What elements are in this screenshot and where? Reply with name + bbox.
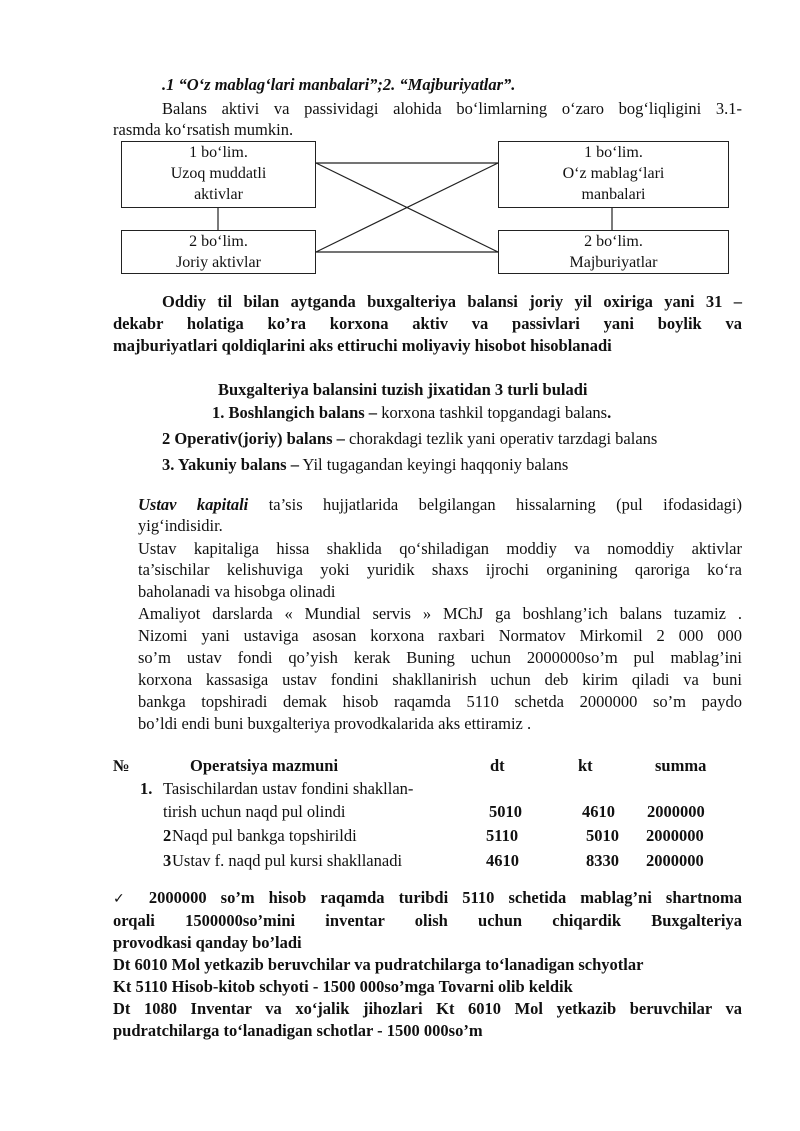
box-label: Uzoq muddatli [170, 165, 267, 182]
ustav-line-7: Nizomi yani ustaviga asosan korxona raxbari Normatov Mirkomil 2 000 000 [138, 626, 742, 645]
ustav-line-2: yig‘indisidir. [138, 516, 223, 535]
intro-text-line-1: Balans aktivi va passividagi alohida bo‘limlarning o‘zaro bog‘liqligini 3.1- [162, 99, 742, 118]
task-line-4: Dt 6010 Mol yetkazib beruvchilar va pudratchilarga to‘lanadigan schyotlar [113, 955, 644, 974]
box-label: aktivlar [194, 186, 243, 203]
task-line-3: provodkasi qanday bo’ladi [113, 933, 302, 952]
col-header-content: Operatsiya mazmuni [190, 756, 339, 775]
task-line-6: Dt 1080 Inventar va xo‘jalik jihozlari Kt 6010 Mol yetkazib beruvchilar va [113, 999, 742, 1018]
table-row-content: Naqd pul bankga topshirildi [172, 826, 357, 845]
col-header-no: № [113, 756, 130, 775]
ustav-line-5: baholanadi va hisobga olinadi [138, 582, 336, 601]
box-liabilities [498, 230, 729, 274]
task-text: 2000000 so’m hisob raqamda turibdi 5110 schetida mablag’ni shartnoma [134, 888, 742, 907]
ustav-line-4: ta’sischilar kelishuviga yoki yuridik shaxs ijrochi organining qaroriga ko‘ra [138, 560, 742, 579]
task-line-1 [113, 887, 742, 910]
checkmark-icon: ✓ [113, 891, 135, 907]
definition-line-1: Oddiy til bilan aytganda buxgalteriya balansi joriy yil oxiriga yani 31 – [162, 292, 742, 311]
table-row-sum: 2000000 [647, 802, 705, 821]
col-header-dt: dt [490, 756, 505, 775]
balance-type-text: Yil tugagandan keyingi haqqoniy balans [298, 455, 569, 474]
box-label: O‘z mablag‘lari [562, 165, 665, 182]
box-long-term-assets [121, 141, 316, 208]
table-row-dt: 5110 [486, 826, 519, 845]
col-header-kt: kt [578, 756, 593, 775]
balance-types-title: Buxgalteriya balansini tuzish jixatidan 3 turli buladi [218, 380, 588, 399]
table-row-no: 2 [163, 826, 172, 845]
balance-type-text: chorakdagi tezlik yani operativ tarzdagi balans [344, 429, 658, 448]
ustav-line-11: bo’ldi endi buni buxgalteriya provodkalarida aks ettiramiz . [138, 714, 532, 733]
balance-type-text: korxona tashkil topgandagi balans [377, 403, 608, 422]
box-label: 2 bo‘lim. [584, 233, 643, 250]
box-label: 1 bo‘lim. [189, 144, 248, 161]
ustav-line-10: bankga topshiradi demak hisob raqamda 5110 schetda 2000000 so’m paydo [138, 692, 742, 711]
table-row-no: 3 [163, 851, 172, 870]
table-row-dt: 5010 [489, 802, 522, 821]
definition-line-3: majburiyatlari qoldiqlarini aks ettiruchi moliyaviy hisobot hisoblanadi [113, 336, 612, 355]
box-current-assets [121, 230, 316, 274]
task-line-2: orqali 1500000so’mini inventar olish uchun chiqardik Buxgalteriya [113, 911, 742, 930]
balance-type-label: 3. Yakuniy balans – [162, 455, 299, 474]
ustav-term: Ustav kapitali [138, 495, 249, 514]
table-row-content: tirish uchun naqd pul olindi [163, 802, 346, 821]
table-row-content: Ustav f. naqd pul kursi shakllanadi [172, 851, 403, 870]
table-row-dt: 4610 [486, 851, 519, 870]
intro-text-line-2: rasmda ko‘rsatish mumkin. [113, 120, 294, 139]
table-row-no: 1. [140, 779, 153, 798]
ustav-text: ta’sis hujjatlarida belgilangan hissalarning (pul ifodasidagi) [248, 495, 742, 514]
definition-line-2: dekabr holatiga ko’ra korxona aktiv va passivlari yani boylik va [113, 314, 742, 333]
ustav-line-6: Amaliyot darslarda « Mundial servis » MChJ ga boshlang’ich balans tuzamiz . [138, 604, 742, 623]
task-line-5: Kt 5110 Hisob-kitob schyoti - 1500 000so’mga Tovarni olib keldik [113, 977, 573, 996]
balance-type-label: 2 Operativ(joriy) balans – [162, 429, 345, 448]
col-header-sum: summa [655, 756, 707, 775]
balance-type-3 [162, 454, 568, 475]
table-row-kt: 8330 [586, 851, 619, 870]
table-row-kt: 4610 [582, 802, 615, 821]
table-row-content: Tasischilardan ustav fondini shakllan- [163, 779, 414, 798]
box-label: Majburiyatlar [569, 254, 658, 271]
ustav-line-3: Ustav kapitaliga hissa shaklida qo‘shiladigan moddiy va nomoddiy aktivlar [138, 539, 742, 558]
box-label: 2 bo‘lim. [189, 233, 248, 250]
box-label: manbalari [581, 186, 646, 203]
ustav-line-8: so’m ustav fondi qo’yish kerak Buning uchun 2000000so’m pul mablag’ini [138, 648, 742, 667]
box-label: 1 bo‘lim. [584, 144, 643, 161]
balance-type-1 [212, 402, 611, 423]
section-heading: .1 “O‘z mablag‘lari manbalari”;2. “Majburiyatlar”. [162, 75, 516, 94]
table-row-sum: 2000000 [646, 851, 704, 870]
box-label: Joriy aktivlar [176, 254, 261, 271]
balance-type-2 [162, 428, 657, 449]
ustav-line-9: korxona kassasiga ustav fondini shakllanirish uchun deb kirim qiladi va buni [138, 670, 742, 689]
table-row-sum: 2000000 [646, 826, 704, 845]
ustav-line-1 [138, 494, 742, 515]
task-line-7: pudratchilarga to‘lanadigan schotlar - 1500 000so’m [113, 1021, 483, 1040]
balance-type-end: . [607, 403, 612, 422]
table-row-kt: 5010 [586, 826, 619, 845]
box-own-funds [498, 141, 729, 208]
balance-type-label: 1. Boshlangich balans – [212, 403, 378, 422]
